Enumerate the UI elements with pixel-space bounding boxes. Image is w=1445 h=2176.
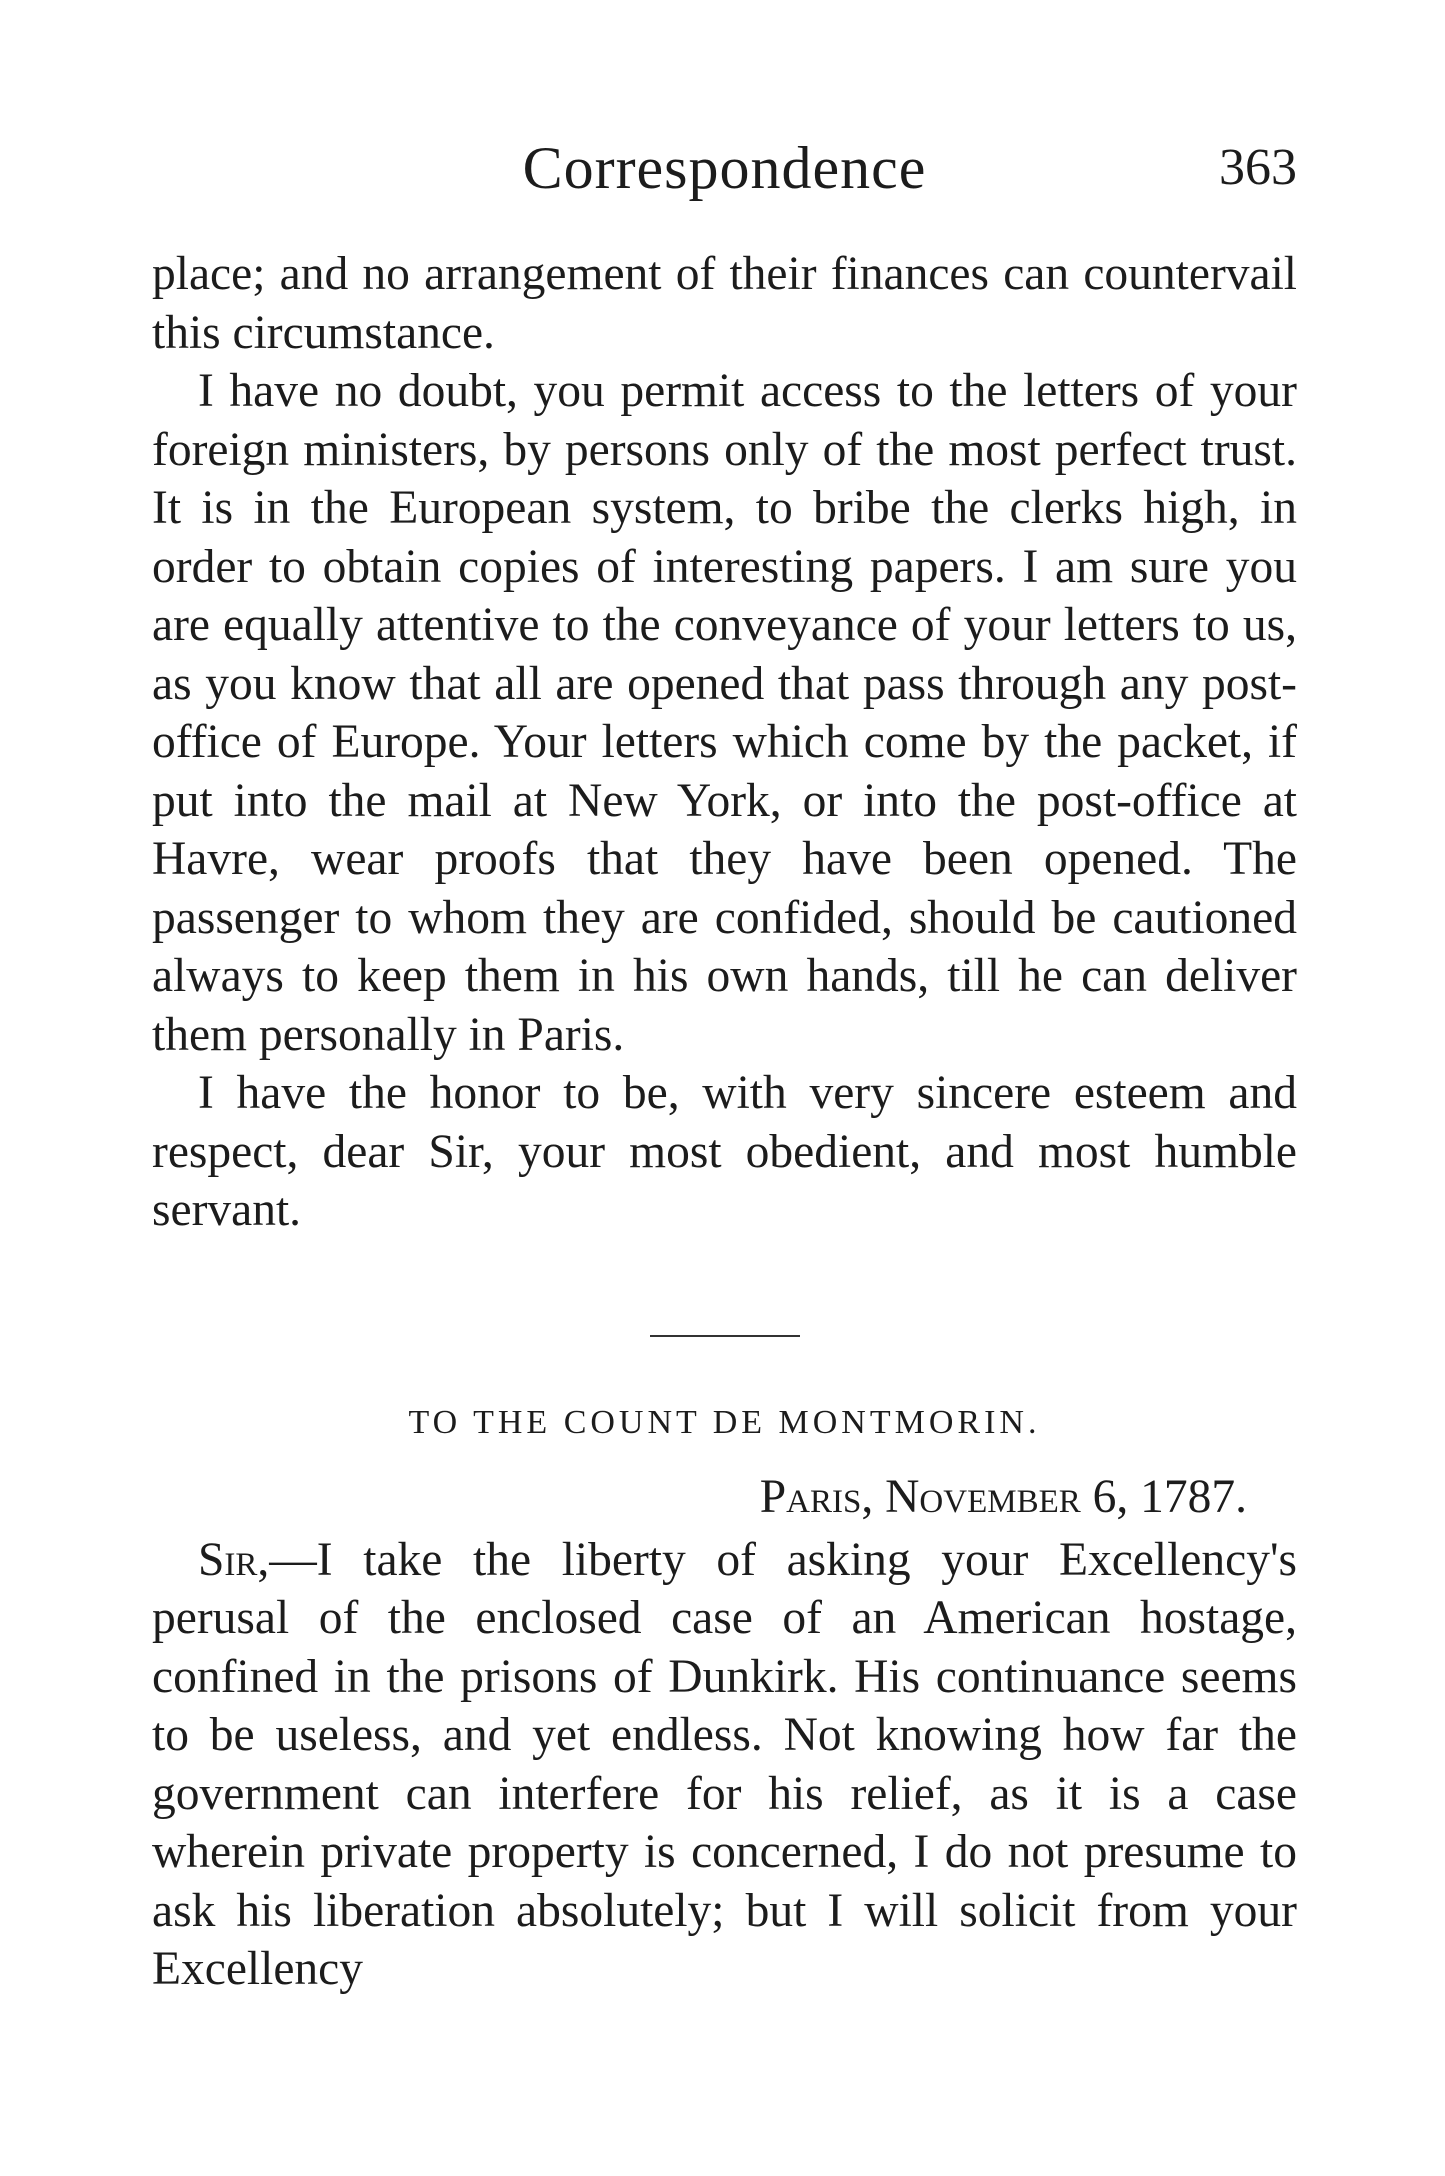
- salutation: Sir,: [198, 1533, 270, 1586]
- letter-body-paragraph: [152, 1531, 1297, 1999]
- book-page: [152, 0, 1297, 2176]
- letter-body-text: —I take the liberty of asking your Excellency's perusal of the enclosed case of an American hostage, confined in the prisons of Dunkirk. His continuance seems to be useless, and yet endless. Not knowing how far the government can interfere for his relief, as it is a case wherein private property is concerned, I do not presume to ask his liberation absolutely; but I will solicit from your Excellency: [152, 1533, 1297, 1995]
- letter-heading: TO THE COUNT DE MONTMORIN.: [408, 1403, 1041, 1441]
- paragraph-closing: I have the honor to be, with very sincere esteem and respect, dear Sir, your most obedient, and most humble servant.: [152, 1067, 1297, 1236]
- running-title: Correspondence: [522, 135, 927, 201]
- paragraph-continuation: place; and no arrangement of their finances can countervail this circumstance.: [152, 248, 1297, 359]
- body-text: [152, 245, 1297, 1999]
- section-divider: [650, 1335, 800, 1337]
- running-head: [152, 128, 1297, 208]
- page-number: 363: [1219, 139, 1297, 196]
- paragraph-postal-security: I have no doubt, you permit access to the letters of your foreign ministers, by persons only of the most perfect trust. It is in the European system, to bribe the clerks high, in order to obtain copies of interesting papers. I am sure you are equally attentive to the conveyance of your letters to us, as you know that all are opened that pass through any post-office of Europe. Your letters which come by the packet, if put into the mail at New York, or into the post-office at Havre, wear proofs that they have been opened. The passenger to whom they are confided, should be cautioned always to keep them in his own hands, till he can deliver them personally in Paris.: [152, 365, 1297, 1061]
- letter-dateline: Paris, November 6, 1787.: [759, 1470, 1247, 1523]
